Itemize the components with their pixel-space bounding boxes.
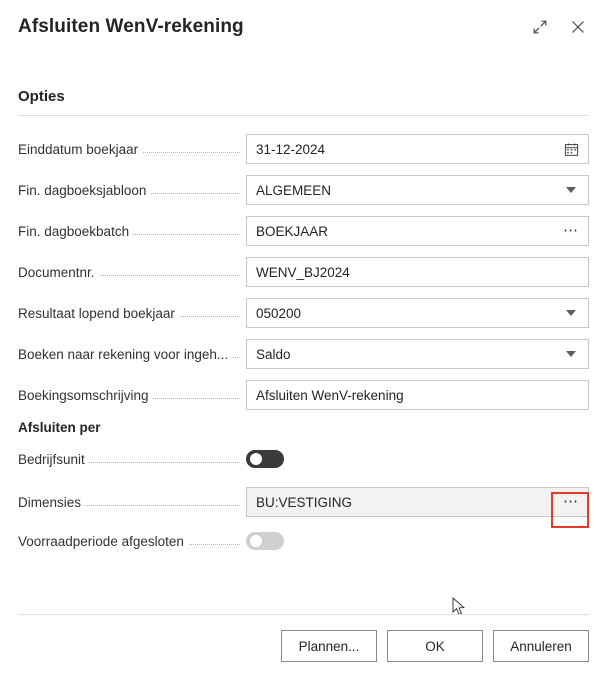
field-row-fin-dagboeksjabloon xyxy=(18,173,589,207)
field-row-documentnr xyxy=(18,255,589,289)
voorraadperiode-afgesloten-toggle[interactable] xyxy=(246,532,284,550)
field-label: Resultaat lopend boekjaar xyxy=(18,306,246,321)
chevron-down-icon[interactable] xyxy=(560,187,582,193)
bedrijfsunit-toggle[interactable] xyxy=(246,450,284,468)
dialog-footer xyxy=(18,630,589,662)
field-row-dimensies xyxy=(18,485,589,519)
dialog-titlebar xyxy=(18,0,589,46)
titlebar-actions xyxy=(529,14,589,38)
plannen-button[interactable]: Plannen... xyxy=(281,630,377,662)
field-label: Dimensies xyxy=(18,495,246,510)
fin-dagboeksjabloon-select[interactable]: ALGEMEEN xyxy=(246,175,589,205)
page-title: Afsluiten WenV-rekening xyxy=(18,16,244,37)
field-label: Voorraadperiode afgesloten xyxy=(18,534,246,549)
toggle-row-voorraadperiode-afgesloten xyxy=(18,526,589,556)
section-divider xyxy=(18,115,589,116)
documentnr-input[interactable]: WENV_BJ2024 xyxy=(246,257,589,287)
boekingsomschrijving-input[interactable]: Afsluiten WenV-rekening xyxy=(246,380,589,410)
field-label: Bedrijfsunit xyxy=(18,452,246,467)
close-per-heading: Afsluiten per xyxy=(18,420,101,435)
field-row-boekingsomschrijving xyxy=(18,378,589,412)
ellipsis-icon[interactable]: ⋯ xyxy=(563,222,579,239)
chevron-down-icon[interactable] xyxy=(560,351,582,357)
options-section-heading: Opties xyxy=(18,88,65,105)
annuleren-button[interactable]: Annuleren xyxy=(493,630,589,662)
calendar-icon[interactable] xyxy=(560,142,582,157)
dimensies-ellipsis-icon[interactable]: ⋯ xyxy=(563,493,579,510)
chevron-down-icon[interactable] xyxy=(560,310,582,316)
resultaat-lopend-boekjaar-select[interactable]: 050200 xyxy=(246,298,589,328)
expand-diagonal-icon[interactable] xyxy=(529,16,551,38)
dimensies-input[interactable]: BU:VESTIGING ⋯ xyxy=(246,487,589,517)
field-label: Einddatum boekjaar xyxy=(18,142,246,157)
field-label: Boeken naar rekening voor ingeh... xyxy=(18,347,246,362)
fin-dagboekbatch-input[interactable]: BOEKJAAR ⋯ xyxy=(246,216,589,246)
toggle-row-bedrijfsunit xyxy=(18,444,589,474)
field-label: Fin. dagboekbatch xyxy=(18,224,246,239)
field-label: Documentnr. xyxy=(18,265,246,280)
boeken-naar-rekening-select[interactable]: Saldo xyxy=(246,339,589,369)
field-row-boeken-naar-rekening xyxy=(18,337,589,371)
field-row-fin-dagboekbatch xyxy=(18,214,589,248)
footer-divider xyxy=(18,614,589,615)
field-row-resultaat-lopend-boekjaar xyxy=(18,296,589,330)
ok-button[interactable]: OK xyxy=(387,630,483,662)
einddatum-boekjaar-input[interactable]: 31-12-2024 xyxy=(246,134,589,164)
close-icon[interactable] xyxy=(567,16,589,38)
field-label: Fin. dagboeksjabloon xyxy=(18,183,246,198)
field-label: Boekingsomschrijving xyxy=(18,388,246,403)
field-row-einddatum-boekjaar xyxy=(18,132,589,166)
